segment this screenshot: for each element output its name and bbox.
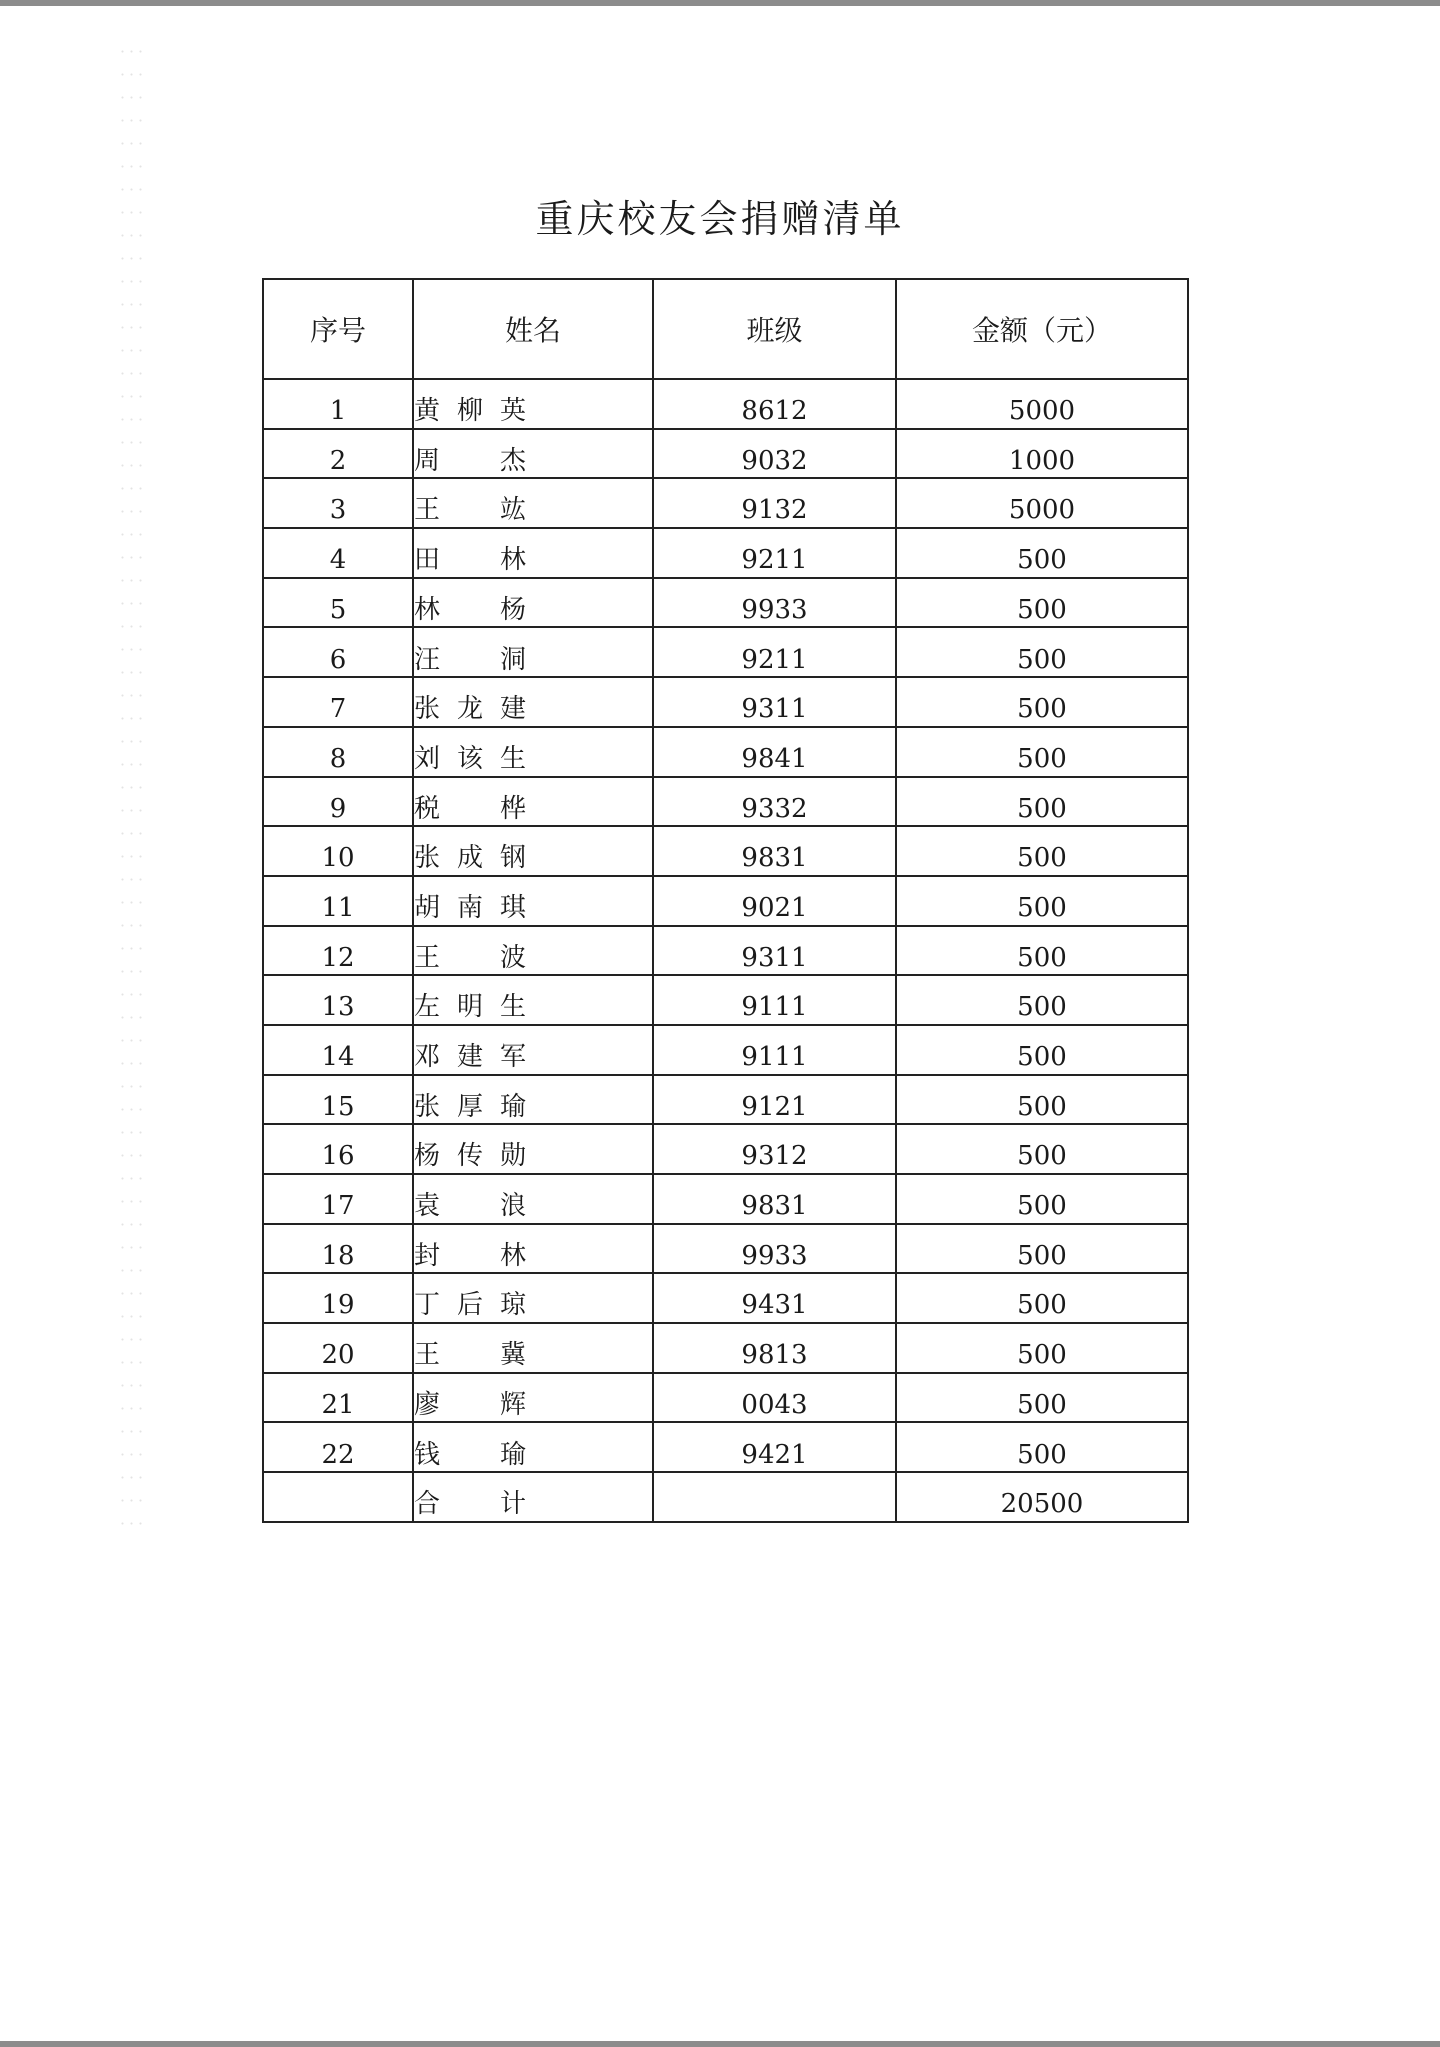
row-amount: 500 (896, 1422, 1188, 1472)
row-class: 9121 (653, 1075, 896, 1125)
row-no: 6 (263, 627, 413, 677)
row-amount: 500 (896, 1174, 1188, 1224)
row-name-text: 廖辉 (414, 1389, 526, 1420)
table-row (263, 429, 1188, 479)
row-amount: 5000 (896, 379, 1188, 429)
row-name-text: 王波 (414, 942, 526, 973)
row-amount: 500 (896, 528, 1188, 578)
row-class: 9831 (653, 1174, 896, 1224)
row-name (413, 1124, 653, 1174)
row-no: 5 (263, 578, 413, 628)
row-class: 9933 (653, 578, 896, 628)
row-amount: 500 (896, 1373, 1188, 1423)
row-no: 2 (263, 429, 413, 479)
row-name-text: 林杨 (414, 594, 526, 625)
header-amount: 金额（元） (896, 279, 1188, 379)
row-name-text: 王竑 (414, 495, 526, 526)
scan-bottom-border (0, 2041, 1440, 2047)
header-no: 序号 (263, 279, 413, 379)
row-class: 9813 (653, 1323, 896, 1373)
row-name-text: 邓建军 (414, 1042, 526, 1073)
row-amount: 500 (896, 975, 1188, 1025)
table-row (263, 478, 1188, 528)
table-row (263, 677, 1188, 727)
row-name (413, 826, 653, 876)
row-no: 3 (263, 478, 413, 528)
table-row (263, 1025, 1188, 1075)
row-class: 9211 (653, 627, 896, 677)
row-name-text: 胡南琪 (414, 892, 526, 923)
row-name (413, 1075, 653, 1125)
row-name-text: 杨传勋 (414, 1141, 526, 1172)
row-class: 8612 (653, 379, 896, 429)
row-name (413, 1224, 653, 1274)
total-label (413, 1472, 653, 1522)
table-row (263, 578, 1188, 628)
row-name (413, 777, 653, 827)
row-no: 19 (263, 1273, 413, 1323)
row-no: 11 (263, 876, 413, 926)
row-amount: 500 (896, 627, 1188, 677)
row-no: 9 (263, 777, 413, 827)
row-name (413, 1025, 653, 1075)
row-amount: 500 (896, 1025, 1188, 1075)
row-class: 9841 (653, 727, 896, 777)
table-row (263, 528, 1188, 578)
row-amount: 500 (896, 1273, 1188, 1323)
row-name (413, 528, 653, 578)
row-name-text: 张厚瑜 (414, 1091, 526, 1122)
row-name-text: 左明生 (414, 992, 526, 1023)
row-amount: 500 (896, 826, 1188, 876)
row-name-text: 钱瑜 (414, 1439, 526, 1470)
table-row (263, 1124, 1188, 1174)
total-class (653, 1472, 896, 1522)
row-name (413, 1174, 653, 1224)
table-row (263, 1323, 1188, 1373)
table-body (263, 379, 1188, 1522)
table-row (263, 926, 1188, 976)
table-row (263, 1224, 1188, 1274)
row-name-text: 袁浪 (414, 1191, 526, 1222)
row-no: 20 (263, 1323, 413, 1373)
row-name-text: 周杰 (414, 445, 526, 476)
row-no: 12 (263, 926, 413, 976)
row-no: 10 (263, 826, 413, 876)
row-name (413, 1323, 653, 1373)
row-name (413, 578, 653, 628)
row-no: 18 (263, 1224, 413, 1274)
row-class: 9021 (653, 876, 896, 926)
row-name-text: 封林 (414, 1240, 526, 1271)
row-name (413, 876, 653, 926)
row-class: 9311 (653, 926, 896, 976)
row-no: 1 (263, 379, 413, 429)
table-row (263, 1273, 1188, 1323)
header-name: 姓名 (413, 279, 653, 379)
table-row (263, 1174, 1188, 1224)
row-name-text: 田林 (414, 545, 526, 576)
row-class: 9933 (653, 1224, 896, 1274)
row-name (413, 677, 653, 727)
row-amount: 500 (896, 1323, 1188, 1373)
row-class: 9111 (653, 975, 896, 1025)
header-class: 班级 (653, 279, 896, 379)
table-row (263, 727, 1188, 777)
row-name (413, 429, 653, 479)
row-class: 0043 (653, 1373, 896, 1423)
total-row (263, 1472, 1188, 1522)
row-class: 9831 (653, 826, 896, 876)
total-amount: 20500 (896, 1472, 1188, 1522)
row-class: 9312 (653, 1124, 896, 1174)
row-name-text: 王冀 (414, 1340, 526, 1371)
row-class: 9431 (653, 1273, 896, 1323)
row-class: 9032 (653, 429, 896, 479)
row-amount: 500 (896, 1075, 1188, 1125)
row-no: 8 (263, 727, 413, 777)
row-amount: 1000 (896, 429, 1188, 479)
row-no: 17 (263, 1174, 413, 1224)
page-title (0, 188, 1440, 243)
row-amount: 500 (896, 727, 1188, 777)
donation-table (262, 278, 1189, 1523)
row-amount: 500 (896, 876, 1188, 926)
row-name (413, 1373, 653, 1423)
row-no: 13 (263, 975, 413, 1025)
total-no (263, 1472, 413, 1522)
table-row (263, 777, 1188, 827)
table-row (263, 876, 1188, 926)
row-name (413, 627, 653, 677)
scan-top-border (0, 0, 1440, 6)
row-name-text: 丁后琼 (414, 1290, 526, 1321)
row-amount: 500 (896, 926, 1188, 976)
table-row (263, 975, 1188, 1025)
row-class: 9421 (653, 1422, 896, 1472)
row-name (413, 1422, 653, 1472)
row-no: 14 (263, 1025, 413, 1075)
table-header-row (263, 279, 1188, 379)
table-row (263, 826, 1188, 876)
row-no: 22 (263, 1422, 413, 1472)
row-name (413, 379, 653, 429)
row-name-text: 税桦 (414, 793, 526, 824)
row-name (413, 1273, 653, 1323)
table-row (263, 1422, 1188, 1472)
row-name (413, 975, 653, 1025)
row-name-text: 黄柳英 (414, 396, 526, 427)
row-class: 9311 (653, 677, 896, 727)
page-title-text: 重庆校友会捐赠清单 (535, 197, 905, 241)
row-amount: 500 (896, 1224, 1188, 1274)
row-amount: 500 (896, 677, 1188, 727)
row-name-text: 刘该生 (414, 743, 526, 774)
row-name (413, 727, 653, 777)
row-no: 15 (263, 1075, 413, 1125)
row-no: 7 (263, 677, 413, 727)
row-name (413, 926, 653, 976)
table-row (263, 627, 1188, 677)
row-name-text: 张龙建 (414, 694, 526, 725)
row-amount: 500 (896, 1124, 1188, 1174)
row-no: 4 (263, 528, 413, 578)
row-class: 9332 (653, 777, 896, 827)
row-no: 21 (263, 1373, 413, 1423)
row-name-text: 张成钢 (414, 843, 526, 874)
row-amount: 500 (896, 578, 1188, 628)
table-row (263, 1373, 1188, 1423)
row-name-text: 汪洞 (414, 644, 526, 675)
table-row (263, 1075, 1188, 1125)
row-amount: 5000 (896, 478, 1188, 528)
scan-noise-margin (118, 40, 148, 1540)
row-no: 16 (263, 1124, 413, 1174)
row-class: 9132 (653, 478, 896, 528)
row-class: 9211 (653, 528, 896, 578)
table-row (263, 379, 1188, 429)
row-name (413, 478, 653, 528)
row-amount: 500 (896, 777, 1188, 827)
row-class: 9111 (653, 1025, 896, 1075)
total-label-text: 合计 (414, 1489, 526, 1520)
